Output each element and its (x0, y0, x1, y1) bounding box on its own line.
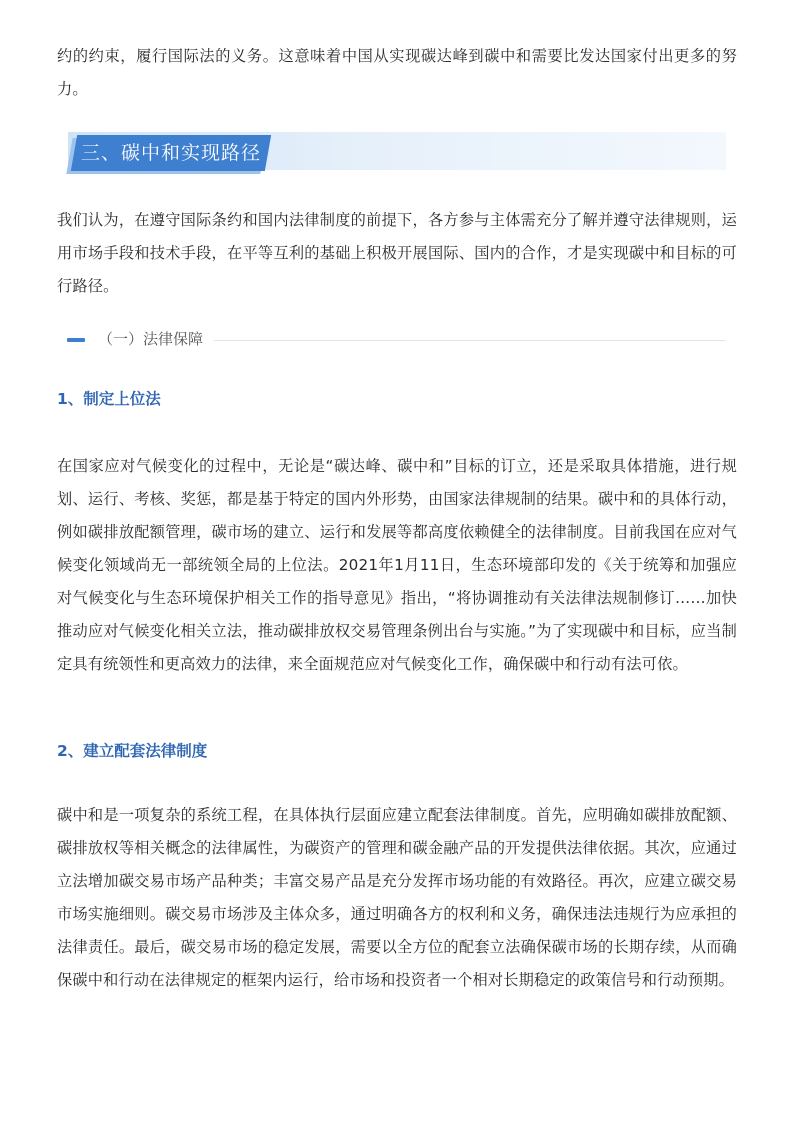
subsection-divider (214, 340, 726, 341)
item1-heading: 1、制定上位法 (57, 390, 161, 408)
item2-paragraph: 碳中和是一项复杂的系统工程，在具体执行层面应建立配套法律制度。首先，应明确如碳排放配额、碳排放权等相关概念的法律属性，为碳资产的管理和碳金融产品的开发提供法律依据。其次，应通过立法增加碳交易市场产品种类；丰富交易产品是充分发挥市场功能的有效路径。再次，应建立碳交易市场实施细则。碳交易市场涉及主体众多，通过明确各方的权利和义务，确保违法违规行为应承担的法律责任。最后，碳交易市场的稳定发展，需要以全方位的配套立法确保碳市场的长期存续，从而确保碳中和行动在法律规定的框架内运行，给市场和投资者一个相对长期稳定的政策信号和行动预期。 (57, 806, 737, 989)
section-paragraph: 我们认为，在遵守国际条约和国内法律制度的前提下，各方参与主体需充分了解并遵守法律规则，运用市场手段和技术手段，在平等互利的基础上积极开展国际、国内的合作，才是实现碳中和目标的可行路径。 (57, 211, 737, 295)
section-title: 三、碳中和实现路径 (80, 142, 261, 164)
subsection-title: （一）法律保障 (98, 330, 204, 348)
intro-paragraph: 约的约束，履行国际法的义务。这意味着中国从实现碳达峰到碳中和需要比发达国家付出更多的努力。 (57, 47, 737, 98)
item2-heading: 2、建立配套法律制度 (57, 742, 208, 760)
item1-paragraph: 在国家应对气候变化的过程中，无论是“碳达峰、碳中和”目标的订立，还是采取具体措施，进行规划、运行、考核、奖惩，都是基于特定的国内外形势，由国家法律规制的结果。碳中和的具体行动，例如碳排放配额管理，碳市场的建立、运行和发展等都高度依赖健全的法律制度。目前我国在应对气候变化领域尚无一部统领全局的上位法。2021年1月11日，生态环境部印发的《关于统筹和加强应对气候变化与生态环境保护相关工作的指导意见》指出，“将协调推动有关法律法规制修订……加快推动应对气候变化相关立法，推动碳排放权交易管理条例出台与实施。”为了实现碳中和目标，应当制定具有统领性和更高效力的法律，来全面规范应对气候变化工作，确保碳中和行动有法可依。 (57, 457, 737, 673)
subsection-marker-icon (67, 338, 85, 342)
